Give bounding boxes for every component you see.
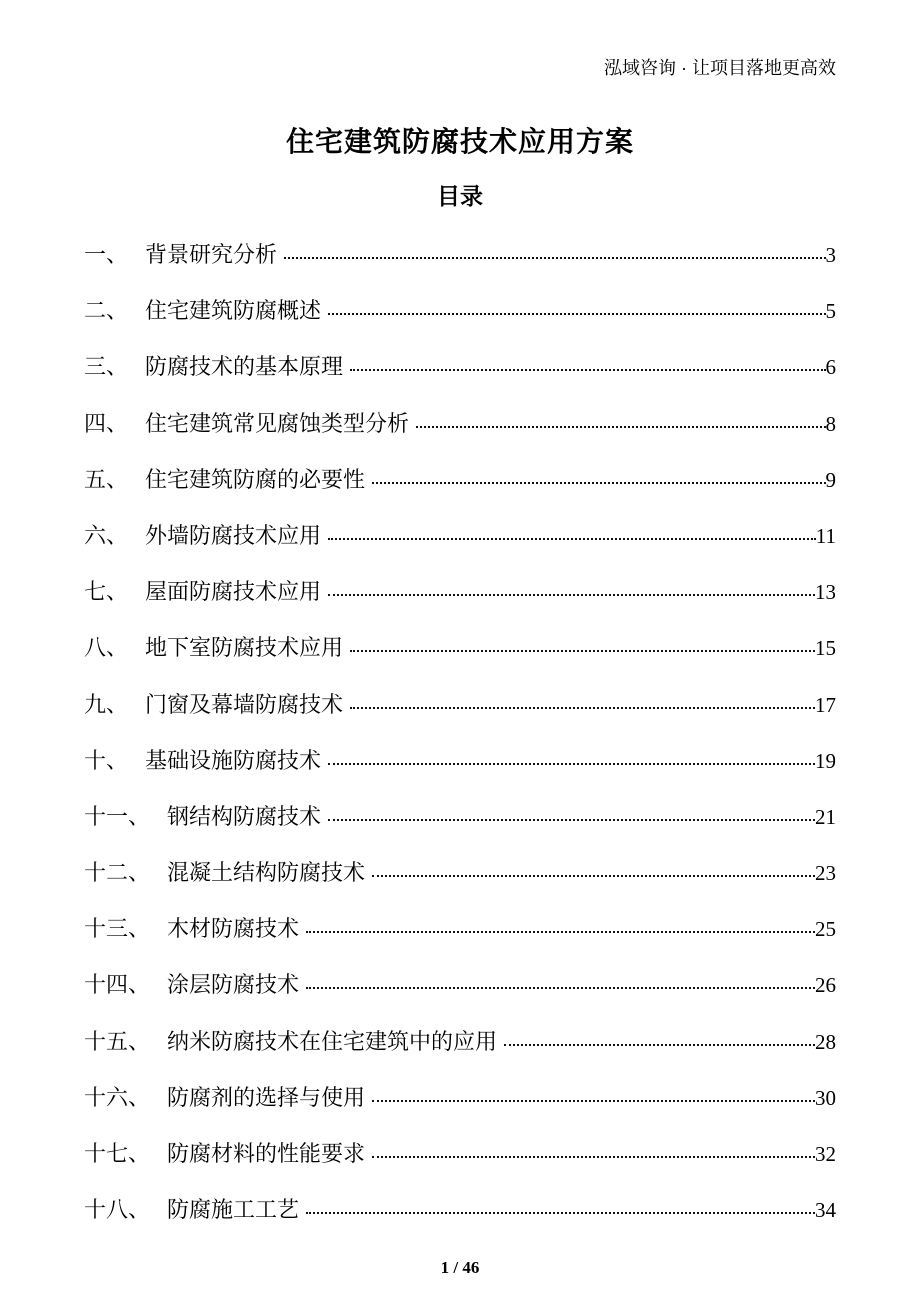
toc-entry-number: 二、 bbox=[84, 298, 129, 324]
toc-entry[interactable] bbox=[84, 577, 836, 607]
toc-entry[interactable] bbox=[84, 352, 836, 382]
toc-entry-page: 32 bbox=[815, 1142, 836, 1166]
toc-leader-dots bbox=[350, 369, 825, 371]
toc-entry-title: 防腐施工工艺 bbox=[167, 1197, 300, 1223]
toc-leader-dots bbox=[328, 313, 825, 315]
toc-entry-page: 30 bbox=[815, 1085, 836, 1110]
toc-entry[interactable] bbox=[84, 1083, 836, 1113]
toc-entry-title: 屋面防腐技术应用 bbox=[145, 579, 322, 605]
toc-entry-page: 15 bbox=[815, 636, 836, 661]
toc-entry-number: 十六、 bbox=[84, 1084, 151, 1110]
toc-entry[interactable] bbox=[84, 690, 836, 720]
toc-entry[interactable] bbox=[84, 240, 836, 270]
toc-leader-dots bbox=[306, 931, 815, 933]
toc-entry-number: 五、 bbox=[84, 466, 129, 492]
toc-entry-page: 13 bbox=[815, 580, 836, 605]
page-number-indicator: 1 / 46 bbox=[440, 1258, 480, 1277]
toc-leader-dots bbox=[328, 819, 815, 821]
toc-entry-title: 木材防腐技术 bbox=[167, 916, 300, 942]
toc-entry[interactable] bbox=[84, 465, 836, 495]
toc-entry-number: 三、 bbox=[84, 354, 129, 380]
toc-leader-dots bbox=[372, 1156, 815, 1158]
toc-entry-page: 34 bbox=[815, 1198, 836, 1223]
header-slogan: 泓域咨询 · 让项目落地更高效 bbox=[604, 58, 836, 78]
toc-leader-dots bbox=[504, 1044, 815, 1046]
toc-leader-dots bbox=[328, 538, 816, 540]
toc-entry-title: 外墙防腐技术应用 bbox=[145, 522, 322, 548]
toc-entry-title: 纳米防腐技术在住宅建筑中的应用 bbox=[167, 1028, 498, 1054]
toc-leader-dots bbox=[306, 1212, 815, 1214]
toc-entry[interactable] bbox=[84, 296, 836, 326]
toc-entry-number: 十八、 bbox=[84, 1197, 151, 1223]
toc-leader-dots bbox=[350, 707, 815, 709]
toc-entry-number: 十二、 bbox=[84, 860, 151, 886]
toc-entry-number: 九、 bbox=[84, 691, 129, 717]
toc-entry-title: 地下室防腐技术应用 bbox=[145, 635, 344, 661]
toc-entry[interactable] bbox=[84, 802, 836, 832]
toc-entry-title: 混凝土结构防腐技术 bbox=[167, 860, 366, 886]
toc-entry-number: 一、 bbox=[84, 242, 129, 267]
toc-entry-title: 门窗及幕墙防腐技术 bbox=[145, 691, 344, 717]
toc-entry-title: 基础设施防腐技术 bbox=[145, 747, 322, 773]
toc-entry-page: 6 bbox=[825, 355, 836, 380]
toc-entry[interactable] bbox=[84, 1195, 836, 1225]
toc-entry-number: 十一、 bbox=[84, 803, 151, 829]
toc-leader-dots bbox=[328, 594, 815, 596]
toc-entry-number: 十三、 bbox=[84, 916, 151, 942]
toc-entry-title: 住宅建筑常见腐蚀类型分析 bbox=[145, 410, 410, 436]
toc-entry-number: 八、 bbox=[84, 635, 129, 661]
toc-entry-page: 28 bbox=[815, 1029, 836, 1054]
toc-entry-title: 住宅建筑防腐的必要性 bbox=[145, 466, 366, 492]
toc-entry-page: 11 bbox=[815, 523, 836, 548]
document-title: 住宅建筑防腐技术应用方案 bbox=[285, 126, 634, 157]
toc-entry[interactable] bbox=[84, 633, 836, 663]
toc-leader-dots bbox=[372, 1100, 815, 1102]
toc-entry-page: 25 bbox=[815, 917, 836, 942]
toc-leader-dots bbox=[372, 482, 825, 484]
toc-leader-dots bbox=[328, 763, 815, 765]
toc-entry[interactable] bbox=[84, 521, 836, 551]
toc-entry-number: 十七、 bbox=[84, 1141, 151, 1166]
toc-entry-number: 十、 bbox=[84, 747, 129, 773]
toc-leader-dots bbox=[416, 426, 825, 428]
toc-heading: 目录 bbox=[437, 183, 483, 209]
toc-entry-title: 防腐材料的性能要求 bbox=[167, 1141, 366, 1166]
toc-entry-title: 涂层防腐技术 bbox=[167, 972, 300, 998]
toc-entry[interactable] bbox=[84, 746, 836, 776]
toc-entry-number: 六、 bbox=[84, 522, 129, 548]
toc-entry-number: 十五、 bbox=[84, 1028, 151, 1054]
toc-leader-dots bbox=[284, 257, 825, 259]
toc-entry[interactable] bbox=[84, 1139, 836, 1169]
toc-leader-dots bbox=[306, 987, 815, 989]
toc-entry-page: 17 bbox=[815, 692, 836, 717]
toc-entry[interactable] bbox=[84, 1027, 836, 1057]
toc-entry[interactable] bbox=[84, 409, 836, 439]
toc-entry-page: 8 bbox=[825, 411, 836, 436]
toc-entry-page: 19 bbox=[815, 748, 836, 773]
toc-leader-dots bbox=[350, 650, 815, 652]
toc-entry-page: 21 bbox=[815, 804, 836, 829]
toc-entry-page: 3 bbox=[825, 243, 836, 267]
toc-entry-title: 防腐技术的基本原理 bbox=[145, 354, 344, 380]
toc-entry-title: 钢结构防腐技术 bbox=[167, 803, 322, 829]
toc-leader-dots bbox=[372, 875, 815, 877]
toc-entry-number: 十四、 bbox=[84, 972, 151, 998]
toc-entry-title: 住宅建筑防腐概述 bbox=[145, 298, 322, 324]
toc-entry-title: 防腐剂的选择与使用 bbox=[167, 1084, 366, 1110]
toc-entry-page: 26 bbox=[815, 973, 836, 998]
toc-entry[interactable] bbox=[84, 970, 836, 1000]
toc-entry-page: 23 bbox=[815, 861, 836, 886]
toc-entry-title: 背景研究分析 bbox=[145, 242, 278, 267]
toc-entry[interactable] bbox=[84, 914, 836, 944]
toc-entry-page: 5 bbox=[825, 299, 836, 324]
toc-entry[interactable] bbox=[84, 858, 836, 888]
toc-entry-number: 四、 bbox=[84, 410, 129, 436]
toc-entry-page: 9 bbox=[825, 467, 836, 492]
toc-entry-number: 七、 bbox=[84, 579, 129, 605]
toc-list bbox=[84, 240, 836, 1225]
